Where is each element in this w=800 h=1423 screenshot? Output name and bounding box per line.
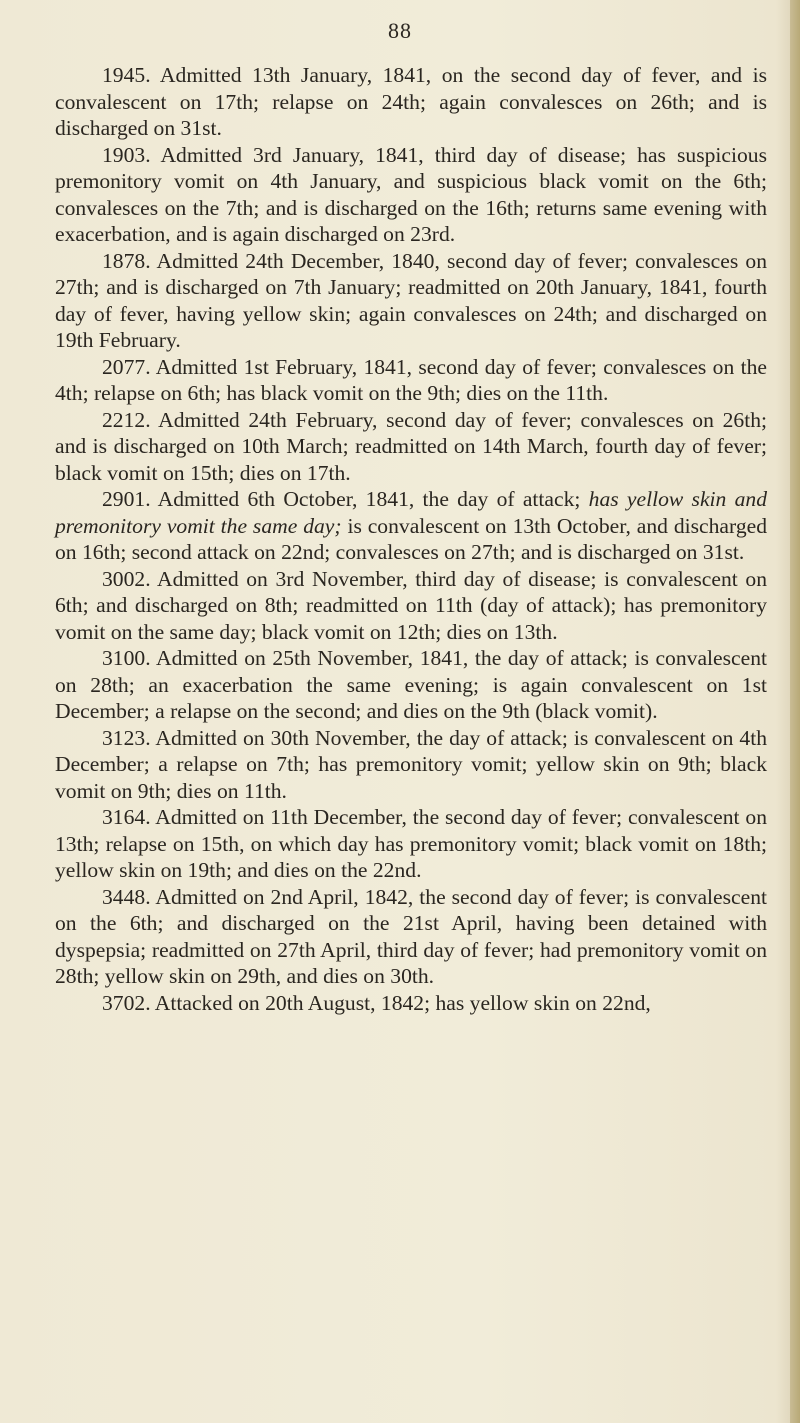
entry-italic-text: has yellow skin and premonitory vomit the same day;: [55, 487, 767, 538]
case-entry-3448: 3448. Admitted on 2nd April, 1842, the second day of fever; is convalescent on the 6th; and discharged on the 21st April, having been detained with dyspepsia; readmitted on 27th April, third day of fever; had premonitory vomit on 28th; yellow skin on 29th, and dies on 30th.: [55, 884, 767, 988]
case-entry-1878: 1878. Admitted 24th December, 1840, second day of fever; convalesces on 27th; and is discharged on 7th January; readmitted on 20th January, 1841, fourth day of fever, having yellow skin; again convalesces on 24th; and discharged on 19th February.: [55, 248, 767, 352]
case-entry-3123: 3123. Admitted on 30th November, the day of attack; is convalescent on 4th December; a relapse on 7th; has premonitory vomit; yellow skin on 9th; black vomit on 9th; dies on 11th.: [55, 725, 767, 803]
case-entry-1945: 1945. Admitted 13th January, 1841, on the second day of fever, and is convalescent on 17th; relapse on 24th; again convalesces on 26th; and is discharged on 31st.: [55, 63, 767, 140]
case-entry-3164: 3164. Admitted on 11th December, the second day of fever; convalescent on 13th; relapse on 15th, on which day has premonitory vomit; black vomit on 18th; yellow skin on 19th; and dies on the 22nd.: [55, 805, 767, 882]
page-number: 88: [388, 18, 412, 43]
case-entry-2077: 2077. Admitted 1st February, 1841, second day of fever; convalesces on the 4th; relapse on 6th; has black vomit on the 9th; dies on the 11th.: [55, 354, 767, 405]
case-entry-1903: 1903. Admitted 3rd January, 1841, third day of disease; has suspicious premonitory vomit on 4th January, and suspicious black vomit on the 6th; convalesces on the 7th; and is discharged on the 16th; returns same evening with exacerbation, and is again discharged on 23rd.: [55, 142, 767, 246]
page-edge: [790, 0, 800, 1423]
case-entry-2901: [55, 486, 767, 566]
page-body: [55, 62, 767, 1016]
entry-text: is convalescent on 13th October, and discharged on 16th; second attack on 22nd; convalesces on 27th; and is discharged on 31st.: [55, 513, 767, 564]
case-entry-3002: 3002. Admitted on 3rd November, third day of disease; is convalescent on 6th; and discharged on 8th; readmitted on 11th (day of attack); has premonitory vomit on the same day; black vomit on 12th; dies on 13th.: [55, 566, 767, 644]
case-entry-3100: 3100. Admitted on 25th November, 1841, the day of attack; is convalescent on 28th; an exacerbation the same evening; is again convalescent on 1st December; a relapse on the second; and dies on the 9th (black vomit).: [55, 646, 767, 723]
case-entry-3702: 3702. Attacked on 20th August, 1842; has yellow skin on 22nd,: [102, 990, 651, 1015]
entry-text: 2901. Admitted 6th October, 1841, the day of attack;: [102, 487, 589, 511]
case-entry-2212: 2212. Admitted 24th February, second day of fever; convalesces on 26th; and is discharged on 10th March; readmitted on 14th March, fourth day of fever; black vomit on 15th; dies on 17th.: [55, 407, 767, 485]
